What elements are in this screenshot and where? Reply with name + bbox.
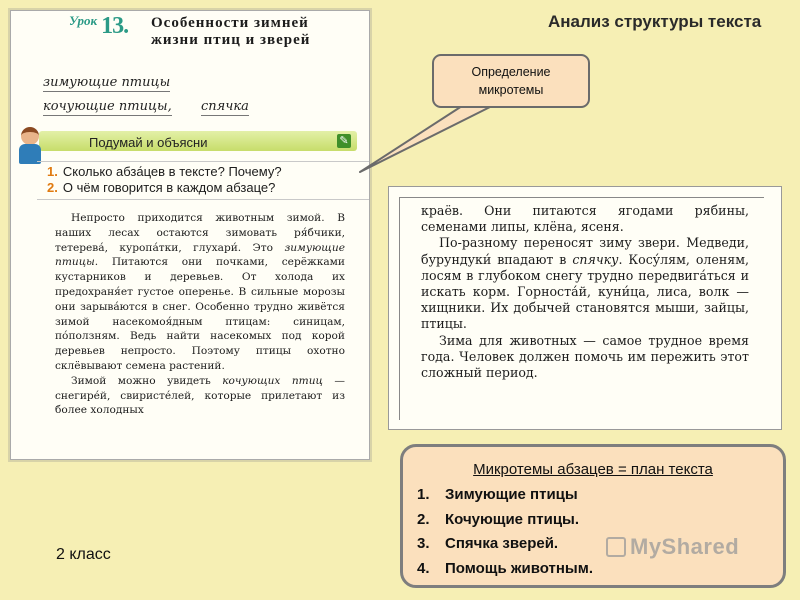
textbook-page (10, 10, 370, 460)
pencil-icon: ✎ (337, 134, 351, 148)
questions-list (37, 161, 369, 200)
summary-item: 1. Зимующие птицы (417, 486, 578, 503)
think-band (39, 131, 357, 151)
lesson-heading (69, 13, 128, 40)
slide-title: Анализ структуры текста (548, 12, 762, 31)
summary-item: 2. Кочующие птицы. (417, 510, 580, 528)
callout-bubble (432, 54, 590, 108)
watermark: MyShared (606, 534, 739, 560)
excerpt-paragraph: По-разному переносят зиму звери. Медведи, бурундуки́ впадают в спячку. Косу́лям, оленям, лосям в глубоком снегу трудно передвига́ться и искать корм. Горноста́й, куни́ца, лиса, волк — хищники. Их добычей становятся мыши, зайцы, птицы. (421, 235, 750, 332)
reading-passage (55, 211, 345, 418)
callout-text: Определение микротемы (471, 65, 551, 97)
lesson-title: Особенности зимней жизни птиц и зверей (151, 15, 311, 48)
summary-title: Микротемы абзацев = план текста (473, 461, 713, 478)
think-section-bar (11, 129, 369, 153)
vocab-word: зимующие птицы (43, 75, 171, 90)
summary-item: 4. Помощь животным. (417, 559, 594, 577)
excerpt-paragraph: Зима для животных — самое трудное время года. Человек должен помочь им пережить этот сложный период. (421, 332, 749, 381)
summary-item: 3. Спячка зверей. (417, 535, 559, 552)
watermark-logo-icon (606, 537, 626, 557)
summary-list (417, 483, 593, 581)
textbook-excerpt (388, 186, 782, 430)
student-icon (17, 127, 43, 165)
vocab-word: кочующие птицы, (43, 99, 172, 114)
think-label: Подумай и объясни (89, 135, 208, 150)
question-item: 2. О чём говорится в каждом абзаце? (47, 180, 276, 195)
question-item: 1. Сколько абза́цев в тексте? Почему? (47, 164, 282, 179)
passage-paragraph: Зимой можно увидеть кочующих птиц — снегире́й, свиристе́лей, которые прилетают из более холодных (55, 374, 345, 417)
excerpt-paragraph: краёв. Они питаются ягодами рябины, семенами липы, клёна, ясеня. (421, 203, 749, 235)
excerpt-text (421, 203, 749, 381)
lesson-word: Урок (69, 13, 98, 28)
lesson-number: 13. (101, 13, 129, 39)
passage-paragraph: Непросто приходится животным зимой. В наших лесах остаются зимовать ря́бчики, тетерева́, куропа́тки, глухари́. Это зимующие птицы. Питаются они почками, серёжками кустарников и деревьев. От холода их предохраня́ет густое оперенье. В сильные морозы они зарыва́ются в снег. Особенно трудно живётся зимой насекомоя́дным птицам: синицам, по́ползням. Ведь найти насекомых под корой деревьев непросто. Поэтому птицы охотно склёвывают семена растений. (55, 212, 346, 372)
vocab-word: спячка (201, 99, 249, 114)
grade-label: 2 класс (56, 546, 111, 563)
summary-box (400, 444, 786, 588)
